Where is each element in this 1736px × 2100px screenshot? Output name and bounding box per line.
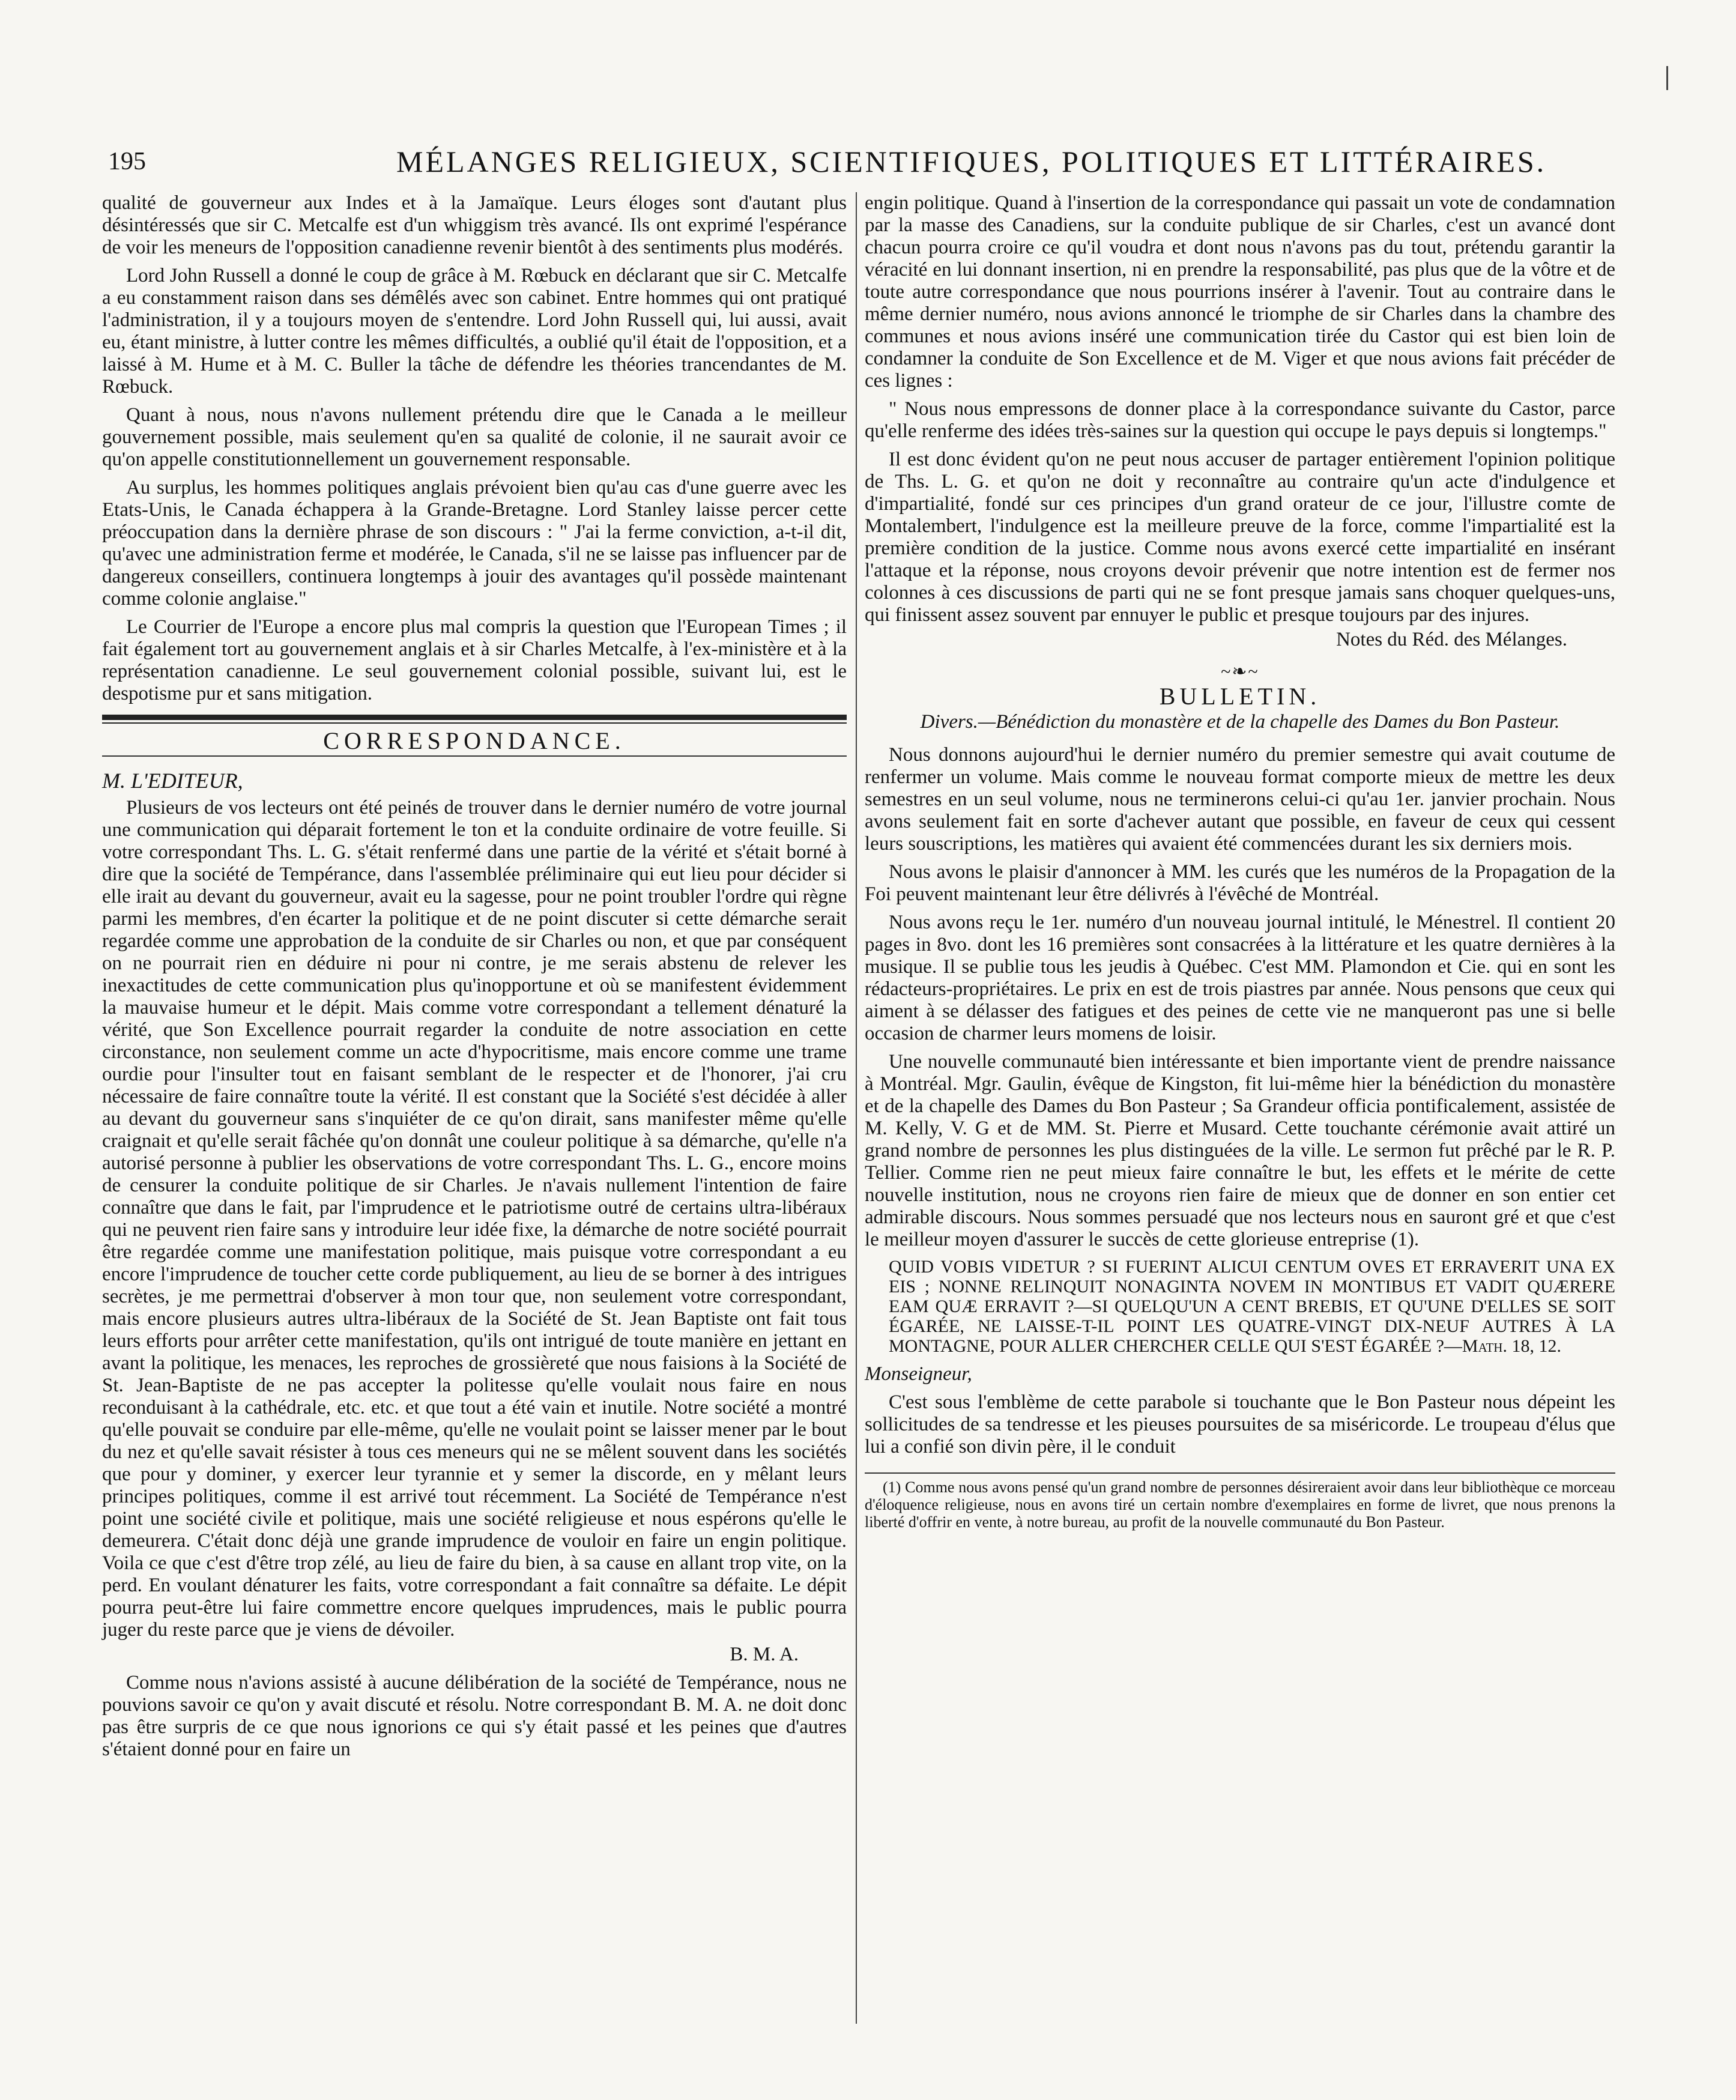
- editor-note: Comme nous n'avions assisté à aucune délibération de la société de Tempérance, nous ne pouvions savoir ce qu'on y avait discuté et résolu. Notre correspondant B. M. A. ne doit donc pas être surpris de ce que nous ignorions ce qui s'y était passé et les peines que d'autres s'étaient donné pour en faire un: [102, 1672, 847, 1760]
- section-title-bulletin: BULLETIN.: [1159, 683, 1321, 710]
- editor-note-continued: engin politique. Quand à l'insertion de la correspondance qui passait un vote de condamnation par la masse des Canadiens, sur la conduite publique de sir Charles, c'est un avancé dont chacun pourra croire ce qu'il voudra et dont nous n'avons pas du tout, prétendu garantir la véracité en lui donnant insertion, ni en prendre la responsabilité, pas plus que de la vôtre et de toute autre correspondance que nous pourrions insérer à l'avenir. Tout au contraire dans le même dernier numéro, nous avions annoncé le triomphe de sir Charles dans la chambre des communes et nous avions inséré une communication tirée du Castor qui est bien loin de condamner la conduite de Son Excellence et de M. Viger et que nous avions fait précéder de ces lignes :: [865, 192, 1615, 392]
- footnote-rule: [865, 1472, 1615, 1474]
- bulletin-paragraph: Nous avons reçu le 1er. numéro d'un nouveau journal intitulé, le Ménestrel. Il contient 20 pages in 8vo. dont les 16 premières sont consacrées à la littérature et les quatre dernières à la musique. Il se publie tous les jeudis à Québec. C'est MM. Plamondon et Cie. qui en sont les rédacteurs-propriétaires. Le prix en est de trois piastres par année. Nous pensons que ceux qui aiment à se délasser des fatigues et des peines de cette vie ne manqueront pas une si belle occasion de charmer leurs momens de loisir.: [865, 912, 1615, 1044]
- bulletin-paragraph: Une nouvelle communauté bien intéressante et bien importante vient de prendre naissance à Montréal. Mgr. Gaulin, évêque de Kingston, fit lui-même hier la bénédiction du monastère et de la chapelle des Dames du Bon Pasteur ; Sa Grandeur officia pontificalement, assistée de M. Kelly, V. G et de MM. St. Pierre et Musard. Cette touchante cérémonie avait attiré un grand nombre de personnes les plus distinguées de la ville. Le sermon fut prêché par le R. P. Tellier. Comme rien ne peut mieux faire connaître le but, les effets et le mérite de cette nouvelle institution, nous ne croyons rien faire de mieux que de donner en son entier cet admirable discours. Nous sommes persuadé que nos lecteurs nous en sauront gré et que c'est le meilleur moyen d'assurer le succès de cette glorieuse entreprise (1).: [865, 1051, 1615, 1250]
- margin-mark: [1666, 66, 1668, 90]
- page-title: MÉLANGES RELIGIEUX, SCIENTIFIQUES, POLITIQUES ET LITTÉRAIRES.: [396, 145, 1547, 178]
- footnote: (1) Comme nous avons pensé qu'un grand nombre de personnes désireraient avoir dans leur bibliothèque ce morceau d'éloquence religieuse, nous en avons tiré un certain nombre d'exemplaires en forme de livret, que nous prenons la liberté d'offrir en vente, à notre bureau, au profit de la nouvelle communauté du Bon Pasteur.: [865, 1478, 1615, 1531]
- section-title-correspondance: CORRESPONDANCE.: [102, 730, 847, 757]
- right-column: [865, 192, 1615, 1537]
- page-header: [96, 144, 1616, 186]
- editor-signature: Notes du Réd. des Mélanges.: [1336, 629, 1567, 650]
- sermon-opening: C'est sous l'emblème de cette parabole si touchante que le Bon Pasteur nous dépeint les sollicitudes de sa tendresse et les pieuses poursuites de sa miséricorde. Le troupeau d'élus que lui a confié son divin père, il le conduit: [865, 1391, 1615, 1457]
- paragraph: Lord John Russell a donné le coup de grâce à M. Rœbuck en déclarant que sir C. Metcalfe a eu constamment raison dans ses démêlés avec son cabinet. Entre hommes qui ont pratiqué l'administration, il y a toujours moyen de s'entendre. Lord John Russell qui, lui aussi, avait eu, étant ministre, à lutter contre les mêmes difficultés, a oublié qu'il était de l'opposition, et a laissé à M. Hume et à M. C. Buller la tâche de défendre les théories trancendantes de M. Rœbuck.: [102, 265, 847, 398]
- paragraph: Au surplus, les hommes politiques anglais prévoient bien qu'au cas d'une guerre avec les Etats-Unis, le Canada échappera à la Grande-Bretagne. Lord Stanley laisse percer cette préoccupation dans la dernière phrase de son discours : " J'ai la ferme conviction, a-t-il dit, qu'avec une administration ferme et modérée, le Canada, s'il ne se laisse pas influencer par de dangereux conseillers, continuera longtemps à jouir des avantages qu'il possède maintenant comme colonie anglaise.": [102, 477, 847, 610]
- paragraph: qualité de gouverneur aux Indes et à la Jamaïque. Leurs éloges sont d'autant plus désintéressés que sir C. Metcalfe est d'un whiggism très avancé. Ils ont exprimé l'espérance de voir les meneurs de l'opposition canadienne revenir bientôt à des sentiments plus modérés.: [102, 192, 847, 258]
- letter-signature: B. M. A.: [730, 1644, 799, 1665]
- bulletin-paragraph: Nous avons le plaisir d'annoncer à MM. les curés que les numéros de la Propagation de la Foi peuvent maintenant leur être délivrés à l'évêché de Montréal.: [865, 861, 1615, 905]
- paragraph: Quant à nous, nous n'avons nullement prétendu dire que le Canada a le meilleur gouvernement possible, mais seulement qu'en sa qualité de colonie, il ne saurait avoir ce qu'on appelle constitutionnellement un gouvernement responsable.: [102, 404, 847, 470]
- page-number: 195: [108, 148, 146, 175]
- bulletin-subtitle: Divers.—Bénédiction du monastère et de la chapelle des Dames du Bon Pasteur.: [920, 711, 1560, 733]
- left-column: [102, 192, 847, 1767]
- section-rule: [102, 715, 847, 724]
- letter-body: Plusieurs de vos lecteurs ont été peinés de trouver dans le dernier numéro de votre journal une communication qui déparait fortement le ton et la conduite ordinaire de votre feuille. Si votre correspondant Ths. L. G. s'était renfermé dans une partie de la vérité et s'était borné à dire que la société de Tempérance, dans l'assemblée préliminaire qui eut lieu pour décider si elle irait au devant du gouverneur, avait eu la sagesse, pour ne point troubler l'ordre qui règne parmi les membres, d'en écarter la politique et de ne point discuter si cette démarche serait regardée comme une approbation de la conduite de sir Charles ou non, et que par conséquent on ne pourrait rien en déduire ni pour ni contre, je me serais abstenu de relever les inexactitudes de cette communication plus qu'inopportune et où se manifestent évidemment la mauvaise humeur et le dépit. Mais comme votre correspondant a tellement dénaturé la vérité, que Son Excellence pourrait regarder la conduite de notre association en cette circonstance, non seulement comme un acte d'hypocritisme, mais encore comme une trame ourdie pour l'insulter tout en faisant semblant de le respecter et de l'honorer, j'ai cru nécessaire de faire connaître toute la vérité. Il est constant que la Société s'est décidée à aller au devant du gouverneur sans s'inquiéter de ce qu'on dirait, sans manifester même qu'elle craignait et qu'elle serait fâchée qu'on donnât une couleur politique à sa démarche, qu'elle n'a autorisé personne à publier les observations de votre correspondant Ths. L. G., encore moins de censurer la conduite politique de sir Charles. Je n'avais nullement l'intention de faire connaître que dans le fait, par l'imprudence et le patriotisme outré de certains ultra-libéraux qui ne peuvent rien faire sans y introduire leur idée fixe, la démarche de notre société pourrait être regardée comme une manifestation politique, mais puisque votre correspondant a eu encore l'imprudence de toucher cette corde publiquement, au lieu de se borner à des intrigues secrètes, je me permettrai d'observer à mon tour que, non seulement votre correspondant, mais encore plusieurs autres ultra-libéraux de la Société de St. Jean Baptiste ont fait tous leurs efforts pour arrêter cette manifestation, qu'ils ont intrigué de toute manière en jettant en avant la politique, les menaces, les reproches de grossièreté que nous faisions à la Société de St. Jean-Baptiste de ne pas accepter la politesse qu'elle voulait nous faire en nous reconduisant à la cathédrale, etc. etc. et que tout a été vain et inutile. Notre société a montré qu'elle pouvait se conduire par elle-même, qu'elle ne voulait point se laisser mener par le bout du nez et qu'elle savait résister à tous ces meneurs qui ne se mêlent souvent dans les sociétés que pour y dominer, y exercer leur tyrannie et y semer la discorde, en y mêlant leurs principes politiques, comme il est arrivé tout récemment. La Société de Tempérance n'est point une société civile et politique, mais une société religieuse et nous espérons qu'elle le demeurera. C'était donc déjà une grande imprudence de vouloir en faire un engin politique. Voila ce que c'est d'être trop zélé, au lieu de faire du bien, à sa cause en allant trop vite, on la perd. En voulant dénaturer les faits, votre correspondant a fait connaître sa défaite. Le dépit pourra peut-être lui faire commettre encore quelques imprudences, mais le public pourra juger du reste parce que je viens de dévoiler.: [102, 797, 847, 1641]
- monseigneur-salutation: Monseigneur,: [865, 1363, 972, 1385]
- letter-salutation: M. L'EDITEUR,: [102, 769, 243, 793]
- bulletin-paragraph: Nous donnons aujourd'hui le dernier numéro du premier semestre qui avait coutume de renfermer un volume. Mais comme le nouveau format comporte mieux de mettre les deux semestres en un seul volume, nous ne terminerons celui-ci qu'au 1er. janvier prochain. Nous avons seulement fait en sorte d'achever autant que possible, en faveur de ceux qui cessent leurs souscriptions, les matières qui avaient été commencées durant les six derniers mois.: [865, 744, 1615, 855]
- ornament-divider: ~❧~: [1221, 662, 1259, 682]
- quote: " Nous nous empressons de donner place à la correspondance suivante du Castor, parce qu'elle renferme des idées très-saines sur la question qui occupe le pays depuis si longtemps.": [865, 398, 1615, 442]
- column-divider: [856, 192, 857, 2024]
- editor-note-end: Il est donc évident qu'on ne peut nous accuser de partager entièrement l'opinion politique de Ths. L. G. et qu'on ne doit y reconnaître au contraire qu'un acte d'indulgence et d'impartialité, fondé sur ces principes d'un grand orateur de ce jour, l'illustre comte de Montalembert, l'indulgence est la meilleure preuve de la force, comme l'impartialité est la première condition de la justice. Comme nous avons exercé cette impartialité en insérant l'attaque et la réponse, nous croyons devoir prévenir que notre intention est de fermer nos colonnes à ces discussions de parti qui ne se font presque jamais sans choquer quelques-uns, qui finissent assez souvent par ennuyer le public et presque toujours par des injures.: [865, 449, 1615, 626]
- latin-quote: QUID VOBIS VIDETUR ? SI FUERINT ALICUI CENTUM OVES ET ERRAVERIT UNA EX EIS ; NONNE RELINQUIT NONAGINTA NOVEM IN MONTIBUS ET VADIT QUÆRERE EAM QUÆ ERRAVIT ?—SI QUELQU'UN A CENT BREBIS, ET QU'UNE D'ELLES SE SOIT ÉGARÉE, NE LAISSE-T-IL POINT LES QUATRE-VINGT DIX-NEUF AUTRES À LA MONTAGNE, POUR ALLER CHERCHER CELLE QUI S'EST ÉGARÉE ?—Math. 18, 12.: [889, 1257, 1615, 1356]
- paragraph: Le Courrier de l'Europe a encore plus mal compris la question que l'European Times ; il fait également tort au gouvernement anglais et à sir Charles Metcalfe, à l'ex-ministère et à la représentation canadienne. Le seul gouvernement colonial possible, suivant lui, est le despotisme pur et sans mitigation.: [102, 616, 847, 704]
